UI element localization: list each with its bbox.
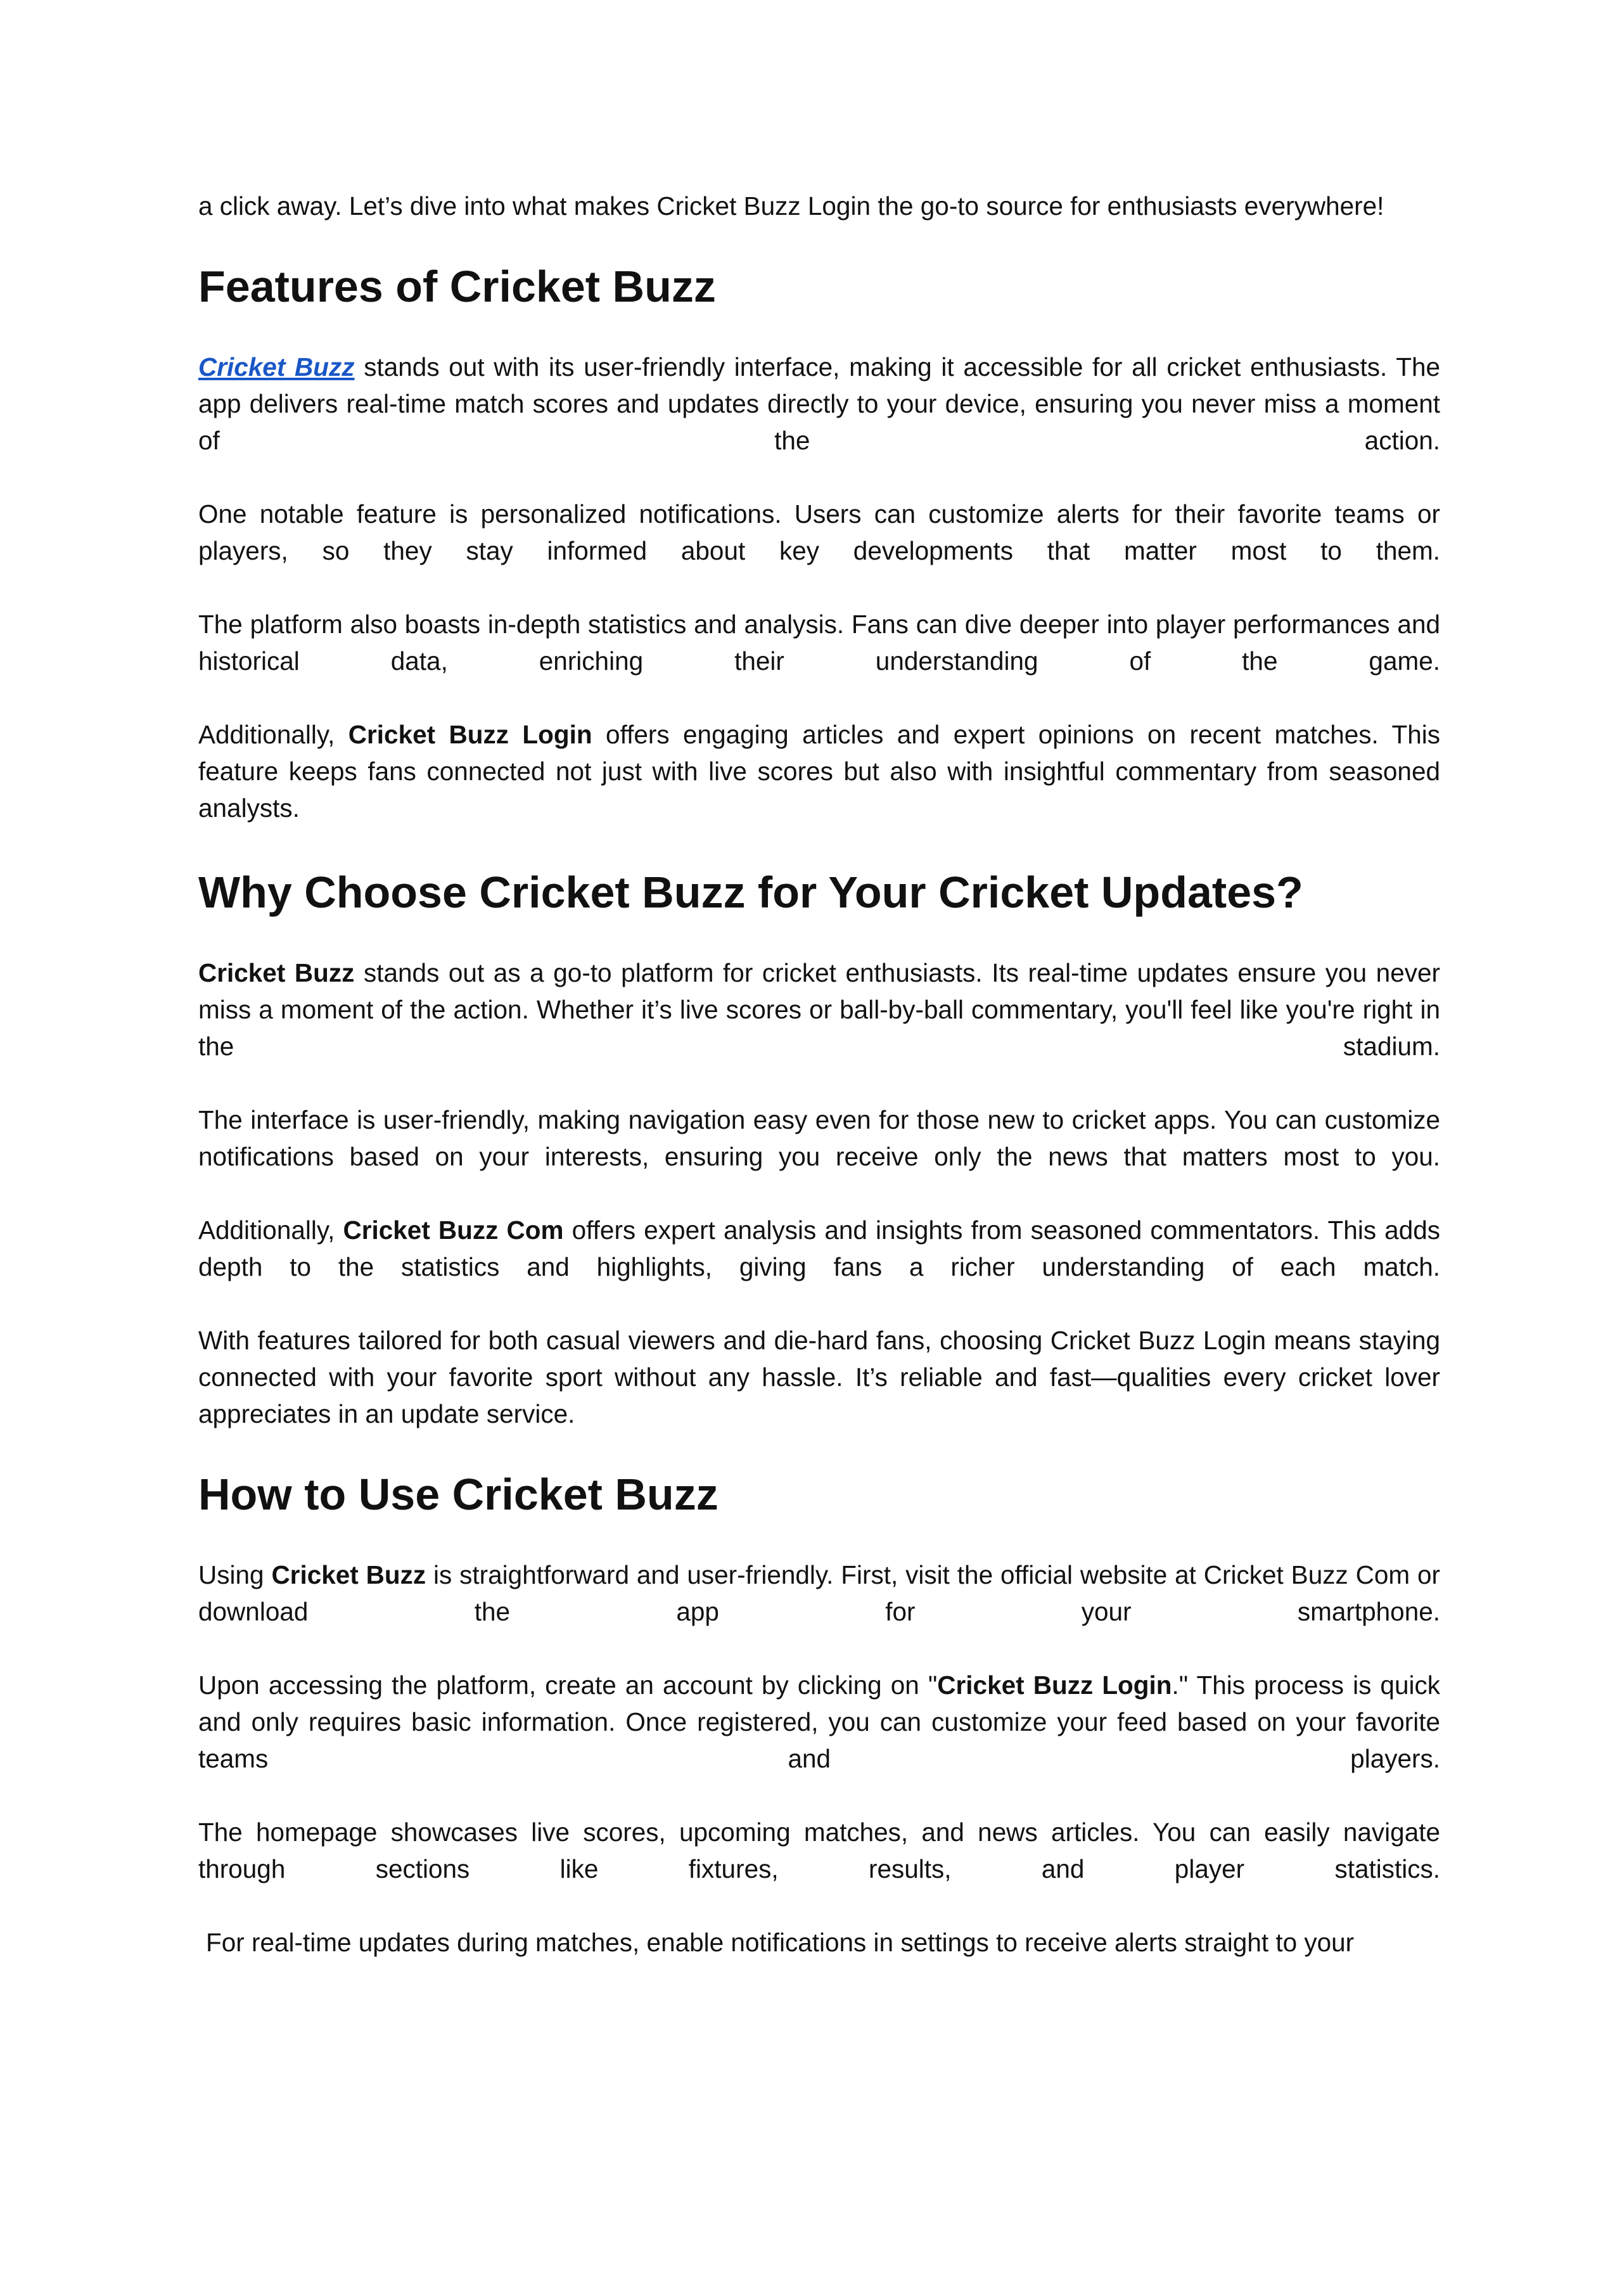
features-paragraph-4 — [198, 716, 1440, 826]
document-page — [198, 188, 1440, 1998]
why-paragraph-1-text: stands out as a go-to platform for cricket enthusiasts. Its real-time updates ensure you never miss a moment of the action. Whether it’s live scores or ball-by-ball commentary, you'll feel like you're right in the stadium. — [198, 958, 1440, 1061]
why-paragraph-3-pre: Additionally, — [198, 1215, 343, 1245]
why-paragraph-1 — [198, 954, 1440, 1065]
why-paragraph-2: The interface is user-friendly, making navigation easy even for those new to cricket apps. You can customize notifications based on your interests, ensuring you receive only the news that matters most to you. — [198, 1105, 1440, 1171]
why-paragraph-3 — [198, 1212, 1440, 1285]
why-paragraph-1-bold: Cricket Buzz — [198, 958, 355, 987]
howto-heading: How to Use Cricket Buzz — [198, 1470, 718, 1519]
features-paragraph-4-post: offers engaging articles and expert opinions on recent matches. This feature keeps fans connected not just with live scores but also with insightful commentary from seasoned analysts. — [198, 720, 1440, 823]
howto-paragraph-4: For real-time updates during matches, enable notifications in settings to receive alerts straight to your — [206, 1928, 1355, 1957]
howto-paragraph-2-post: ." This process is quick and only requires basic information. Once registered, you can customize your feed based on your favorite teams and players. — [198, 1671, 1440, 1773]
howto-paragraph-1-pre: Using — [198, 1560, 272, 1589]
howto-paragraph-2-pre: Upon accessing the platform, create an account by clicking on " — [198, 1671, 938, 1700]
features-paragraph-1 — [198, 349, 1440, 459]
features-paragraph-3: The platform also boasts in-depth statistics and analysis. Fans can dive deeper into player performances and historical data, enriching their understanding of the game. — [198, 610, 1440, 676]
why-heading: Why Choose Cricket Buzz for Your Cricket Updates? — [198, 868, 1303, 917]
howto-paragraph-1-post: is straightforward and user-friendly. First, visit the official website at Cricket Buzz Com or download the app for your smartphone. — [198, 1560, 1441, 1626]
howto-paragraph-1 — [198, 1556, 1440, 1630]
howto-paragraph-2-bold: Cricket Buzz Login — [937, 1671, 1172, 1700]
features-paragraph-4-bold: Cricket Buzz Login — [348, 720, 592, 749]
features-heading: Features of Cricket Buzz — [198, 262, 716, 311]
why-paragraph-3-post: offers expert analysis and insights from seasoned commentators. This adds depth to the statistics and highlights, giving fans a richer understanding of each match. — [198, 1215, 1440, 1281]
intro-paragraph: a click away. Let’s dive into what makes Cricket Buzz Login the go-to source for enthusiasts everywhere! — [198, 191, 1384, 221]
howto-paragraph-3: The homepage showcases live scores, upcoming matches, and news articles. You can easily navigate through sections like fixtures, results, and player statistics. — [198, 1818, 1440, 1883]
features-paragraph-4-pre: Additionally, — [198, 720, 348, 749]
features-paragraph-2: One notable feature is personalized notifications. Users can customize alerts for their favorite teams or players, so they stay informed about key developments that matter most to them. — [198, 499, 1440, 565]
howto-paragraph-1-bold: Cricket Buzz — [271, 1560, 426, 1589]
features-paragraph-1-text: stands out with its user-friendly interface, making it accessible for all cricket enthusiasts. The app delivers real-time match scores and updates directly to your device, ensuring you never miss a moment of the action. — [198, 352, 1440, 455]
why-paragraph-4: With features tailored for both casual viewers and die-hard fans, choosing Cricket Buzz Login means staying connected with your favorite sport without any hassle. It’s reliable and fast—qualities every cricket lover appreciates in an update service. — [198, 1326, 1440, 1428]
howto-paragraph-2 — [198, 1667, 1440, 1777]
why-paragraph-3-bold: Cricket Buzz Com — [343, 1215, 564, 1245]
cricket-buzz-link[interactable]: Cricket Buzz — [198, 352, 355, 382]
